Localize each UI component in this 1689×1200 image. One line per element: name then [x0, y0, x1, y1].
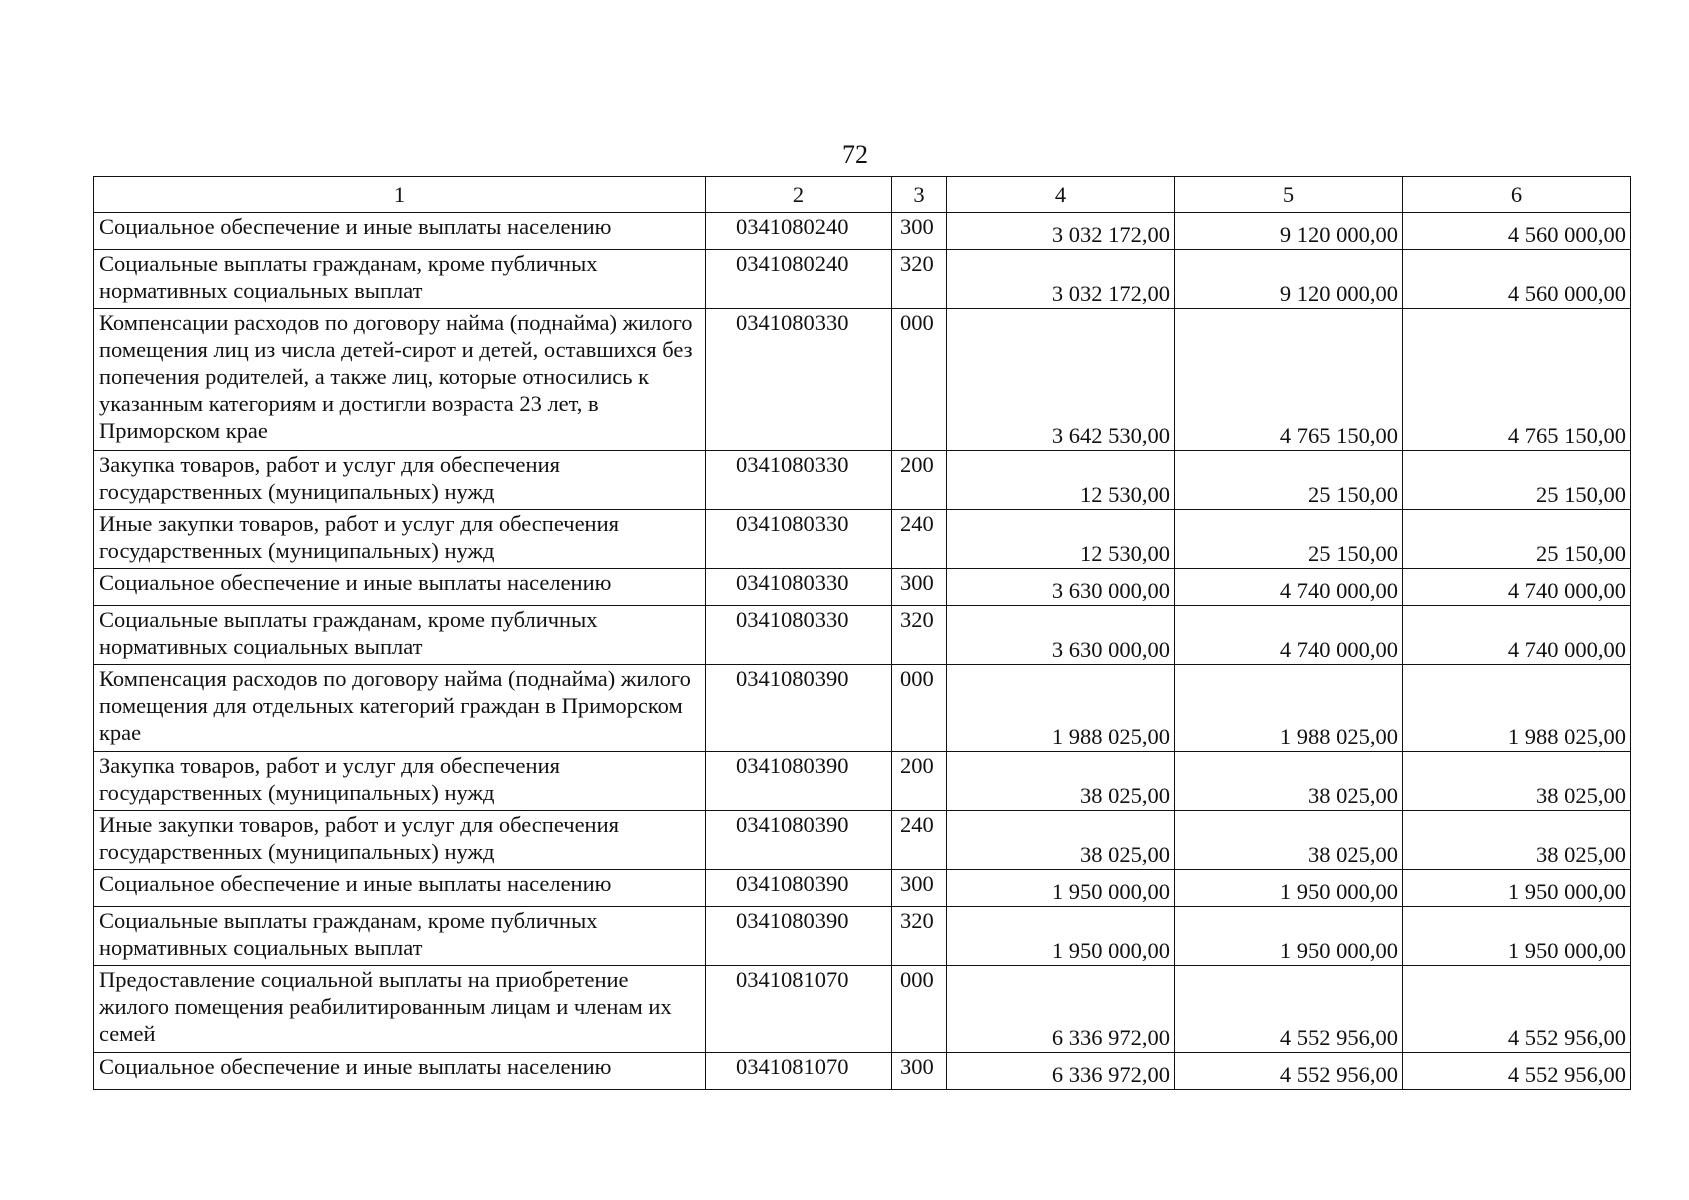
- row-value-col4: 1 988 025,00: [947, 665, 1175, 752]
- row-expense-type: 000: [892, 665, 947, 752]
- row-description: Социальное обеспечение и иные выплаты населению: [94, 870, 706, 907]
- row-expense-type: 200: [892, 451, 947, 510]
- row-value-col4: 1 950 000,00: [947, 870, 1175, 907]
- row-expense-type: 300: [892, 1053, 947, 1090]
- row-value-col4: 12 530,00: [947, 451, 1175, 510]
- row-target-code: 0341080240: [706, 213, 892, 250]
- row-description: Закупка товаров, работ и услуг для обеспечения государственных (муниципальных) нужд: [94, 752, 706, 811]
- row-expense-type: 320: [892, 907, 947, 966]
- row-value-col5: 4 552 956,00: [1175, 966, 1403, 1053]
- row-value-col5: 4 740 000,00: [1175, 569, 1403, 606]
- row-value-col6: 4 552 956,00: [1403, 966, 1631, 1053]
- row-value-col6: 25 150,00: [1403, 451, 1631, 510]
- row-value-col6: 4 740 000,00: [1403, 606, 1631, 665]
- table-row: [94, 870, 1631, 907]
- page-number: 72: [842, 140, 868, 169]
- row-value-col4: 38 025,00: [947, 752, 1175, 811]
- row-value-col6: 4 560 000,00: [1403, 213, 1631, 250]
- row-value-col4: 3 032 172,00: [947, 213, 1175, 250]
- row-description: Социальное обеспечение и иные выплаты населению: [94, 1053, 706, 1090]
- row-value-col4: 3 032 172,00: [947, 250, 1175, 309]
- row-value-col5: 4 765 150,00: [1175, 309, 1403, 451]
- row-target-code: 0341080330: [706, 606, 892, 665]
- row-value-col4: 6 336 972,00: [947, 1053, 1175, 1090]
- row-value-col6: 25 150,00: [1403, 510, 1631, 569]
- row-value-col6: 38 025,00: [1403, 752, 1631, 811]
- column-header: 5: [1175, 177, 1403, 213]
- row-target-code: 0341080330: [706, 451, 892, 510]
- table-row: [94, 510, 1631, 569]
- row-target-code: 0341080330: [706, 569, 892, 606]
- row-expense-type: 300: [892, 569, 947, 606]
- table-header-row: [94, 177, 1631, 213]
- table-row: [94, 907, 1631, 966]
- row-expense-type: 000: [892, 966, 947, 1053]
- row-description: Компенсация расходов по договору найма (поднайма) жилого помещения для отдельных категорий граждан в Приморском крае: [94, 665, 706, 752]
- row-target-code: 0341080330: [706, 309, 892, 451]
- table-row: [94, 811, 1631, 870]
- row-value-col6: 38 025,00: [1403, 811, 1631, 870]
- row-description: Социальные выплаты гражданам, кроме публичных нормативных социальных выплат: [94, 606, 706, 665]
- table-row: [94, 569, 1631, 606]
- row-expense-type: 000: [892, 309, 947, 451]
- table-row: [94, 1053, 1631, 1090]
- row-expense-type: 320: [892, 606, 947, 665]
- row-value-col5: 9 120 000,00: [1175, 213, 1403, 250]
- column-header: 4: [947, 177, 1175, 213]
- table-row: [94, 966, 1631, 1053]
- row-description: Иные закупки товаров, работ и услуг для обеспечения государственных (муниципальных) нужд: [94, 811, 706, 870]
- row-value-col5: 9 120 000,00: [1175, 250, 1403, 309]
- row-target-code: 0341081070: [706, 1053, 892, 1090]
- row-target-code: 0341080390: [706, 870, 892, 907]
- row-value-col4: 3 630 000,00: [947, 606, 1175, 665]
- row-target-code: 0341080390: [706, 811, 892, 870]
- row-value-col4: 1 950 000,00: [947, 907, 1175, 966]
- row-description: Компенсации расходов по договору найма (поднайма) жилого помещения лиц из числа детей-сирот и детей, оставшихся без попечения родителей, а также лиц, которые относились к указанным категориям и достигли возраста 23 лет, в Приморском крае: [94, 309, 706, 451]
- table-row: [94, 752, 1631, 811]
- row-value-col5: 38 025,00: [1175, 752, 1403, 811]
- row-target-code: 0341081070: [706, 966, 892, 1053]
- row-expense-type: 320: [892, 250, 947, 309]
- row-expense-type: 240: [892, 510, 947, 569]
- row-value-col4: 38 025,00: [947, 811, 1175, 870]
- column-header: 3: [892, 177, 947, 213]
- row-description: Социальные выплаты гражданам, кроме публичных нормативных социальных выплат: [94, 907, 706, 966]
- row-value-col4: 12 530,00: [947, 510, 1175, 569]
- row-value-col4: 6 336 972,00: [947, 966, 1175, 1053]
- row-expense-type: 240: [892, 811, 947, 870]
- row-description: Иные закупки товаров, работ и услуг для обеспечения государственных (муниципальных) нужд: [94, 510, 706, 569]
- row-value-col5: 25 150,00: [1175, 451, 1403, 510]
- table-row: [94, 309, 1631, 451]
- budget-table: [93, 176, 1631, 1090]
- row-value-col5: 1 950 000,00: [1175, 907, 1403, 966]
- row-target-code: 0341080390: [706, 907, 892, 966]
- row-expense-type: 300: [892, 870, 947, 907]
- row-description: Социальное обеспечение и иные выплаты населению: [94, 569, 706, 606]
- row-value-col5: 1 988 025,00: [1175, 665, 1403, 752]
- table-row: [94, 213, 1631, 250]
- row-description: Социальные выплаты гражданам, кроме публичных нормативных социальных выплат: [94, 250, 706, 309]
- row-value-col5: 4 552 956,00: [1175, 1053, 1403, 1090]
- table-row: [94, 250, 1631, 309]
- row-value-col5: 38 025,00: [1175, 811, 1403, 870]
- row-value-col6: 1 950 000,00: [1403, 907, 1631, 966]
- table-row: [94, 665, 1631, 752]
- column-header: 2: [706, 177, 892, 213]
- row-expense-type: 200: [892, 752, 947, 811]
- row-value-col4: 3 642 530,00: [947, 309, 1175, 451]
- column-header: 1: [94, 177, 706, 213]
- row-description: Предоставление социальной выплаты на приобретение жилого помещения реабилитированным лицам и членам их семей: [94, 966, 706, 1053]
- row-value-col6: 4 560 000,00: [1403, 250, 1631, 309]
- row-expense-type: 300: [892, 213, 947, 250]
- row-description: Социальное обеспечение и иные выплаты населению: [94, 213, 706, 250]
- row-value-col5: 4 740 000,00: [1175, 606, 1403, 665]
- row-value-col6: 4 765 150,00: [1403, 309, 1631, 451]
- row-target-code: 0341080390: [706, 665, 892, 752]
- row-description: Закупка товаров, работ и услуг для обеспечения государственных (муниципальных) нужд: [94, 451, 706, 510]
- row-target-code: 0341080330: [706, 510, 892, 569]
- row-value-col4: 3 630 000,00: [947, 569, 1175, 606]
- row-value-col6: 4 552 956,00: [1403, 1053, 1631, 1090]
- row-value-col5: 1 950 000,00: [1175, 870, 1403, 907]
- table-row: [94, 451, 1631, 510]
- table-row: [94, 606, 1631, 665]
- row-target-code: 0341080240: [706, 250, 892, 309]
- row-target-code: 0341080390: [706, 752, 892, 811]
- column-header: 6: [1403, 177, 1631, 213]
- row-value-col6: 1 988 025,00: [1403, 665, 1631, 752]
- row-value-col5: 25 150,00: [1175, 510, 1403, 569]
- row-value-col6: 4 740 000,00: [1403, 569, 1631, 606]
- row-value-col6: 1 950 000,00: [1403, 870, 1631, 907]
